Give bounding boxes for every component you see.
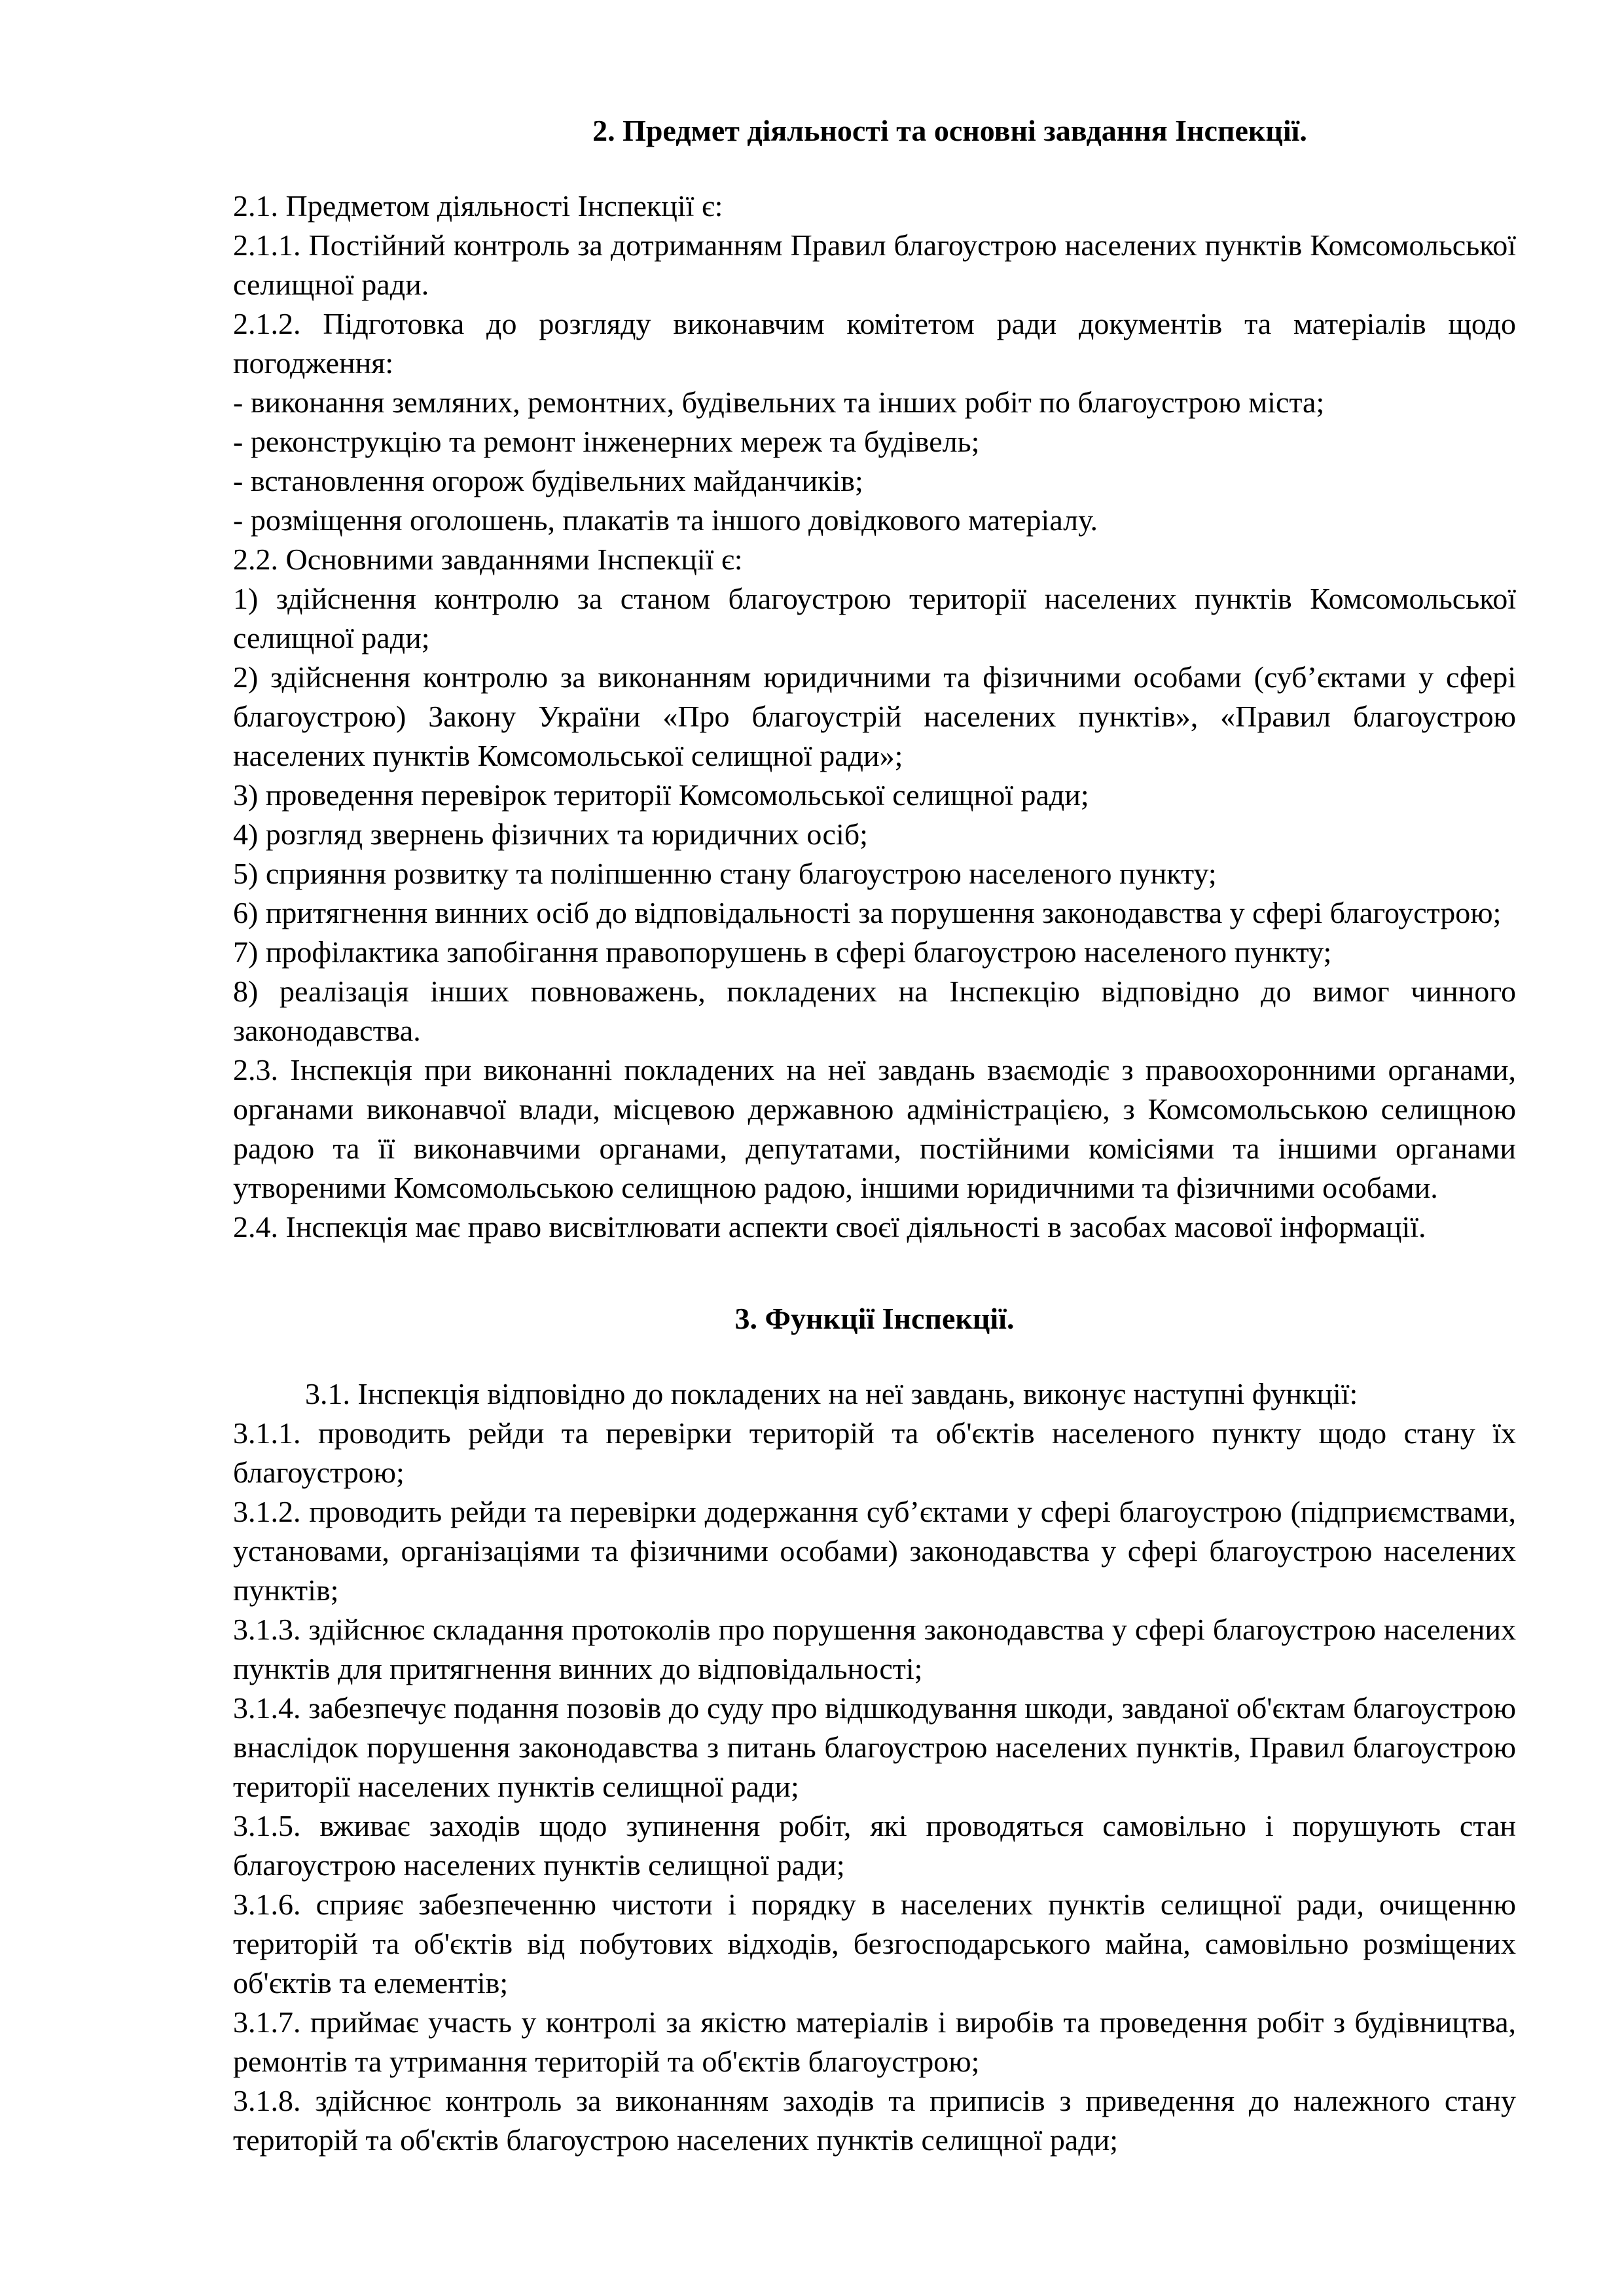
paragraph-3-1-1: 3.1.1. проводить рейди та перевірки територій та об'єктів населеного пункту щодо стану їх благоустрою; — [233, 1416, 1516, 1489]
section-3-heading: 3. Функції Інспекції. — [734, 1302, 1015, 1335]
paragraph-3-1-7: 3.1.7. приймає участь у контролі за якістю матеріалів і виробів та проведення робіт з будівництва, ремонтів та утримання територій та об'єктів благоустрою; — [233, 2005, 1516, 2078]
list-item: 3) проведення перевірок території Комсомольської селищної ради; — [233, 778, 1089, 812]
paragraph-3-1-8: 3.1.8. здійснює контроль за виконанням заходів та приписів з приведення до належного стану територій та об'єктів благоустрою населених пунктів селищної ради; — [233, 2084, 1516, 2157]
list-item: 6) притягнення винних осіб до відповідальності за порушення законодавства у сфері благоустрою; — [233, 896, 1502, 929]
list-item: 8) реалізація інших повноважень, покладених на Інспекцію відповідно до вимог чинного законодавства. — [233, 975, 1516, 1047]
list-item: - реконструкцію та ремонт інженерних мереж та будівель; — [233, 425, 980, 458]
list-item: 7) профілактика запобігання правопорушень в сфері благоустрою населеного пункту; — [233, 935, 1332, 969]
list-item: 2) здійснення контролю за виконанням юридичними та фізичними особами (суб’єктами у сфері благоустрою) Закону України «Про благоустрій населених пунктів», «Правил благоустрою населених пунктів Комсомольської селищної ради»; — [233, 660, 1516, 772]
section-2-heading: 2. Предмет діяльності та основні завдання Інспекції. — [592, 114, 1307, 147]
paragraph-2-1-1: 2.1.1. Постійний контроль за дотриманням Правил благоустрою населених пунктів Комсомольської селищної ради. — [233, 228, 1516, 301]
paragraph-3-1-5: 3.1.5. вживає заходів щодо зупинення робіт, які проводяться самовільно і порушують стан благоустрою населених пунктів селищної ради; — [233, 1809, 1516, 1882]
list-item: 4) розгляд звернень фізичних та юридичних осіб; — [233, 817, 868, 851]
paragraph-2-4: 2.4. Інспекція має право висвітлювати аспекти своєї діяльності в засобах масової інформації. — [233, 1210, 1426, 1244]
list-item: - встановлення огорож будівельних майданчиків; — [233, 464, 863, 497]
list-item: 1) здійснення контролю за станом благоустрою території населених пунктів Комсомольської селищної ради; — [233, 582, 1516, 655]
paragraph-3-1-2: 3.1.2. проводить рейди та перевірки додержання суб’єктами у сфері благоустрою (підприємствами, установами, організаціями та фізичними особами) законодавства у сфері благоустрою населених пунктів; — [233, 1495, 1516, 1607]
paragraph-2-2: 2.2. Основними завданнями Інспекції є: — [233, 543, 743, 576]
paragraph-2-1: 2.1. Предметом діяльності Інспекції є: — [233, 189, 723, 223]
paragraph-3-1-6: 3.1.6. сприяє забезпеченню чистоти і порядку в населених пунктів селищної ради, очищенню територій та об'єктів від побутових відходів, безгосподарського майна, самовільно розміщених об'єктів та елементів; — [233, 1888, 1516, 2000]
paragraph-3-1: 3.1. Інспекція відповідно до покладених на неї завдань, виконує наступні функції: — [305, 1377, 1358, 1410]
list-item: 5) сприяння розвитку та поліпшенню стану благоустрою населеного пункту; — [233, 857, 1217, 890]
paragraph-3-1-3: 3.1.3. здійснює складання протоколів про порушення законодавства у сфері благоустрою населених пунктів для притягнення винних до відповідальності; — [233, 1613, 1516, 1685]
spacer — [233, 1247, 1516, 1299]
spacer — [233, 1338, 1516, 1374]
list-item: - розміщення оголошень, плакатів та іншого довідкового матеріалу. — [233, 503, 1098, 537]
list-item: - виконання земляних, ремонтних, будівельних та інших робіт по благоустрою міста; — [233, 386, 1325, 419]
spacer — [233, 151, 1516, 187]
document-body — [233, 111, 1516, 2160]
paragraph-3-1-4: 3.1.4. забезпечує подання позовів до суду про відшкодування шкоди, завданої об'єктам благоустрою внаслідок порушення законодавства з питань благоустрою населених пунктів, Правил благоустрою території населених пунктів селищної ради; — [233, 1691, 1516, 1803]
paragraph-2-1-2: 2.1.2. Підготовка до розгляду виконавчим комітетом ради документів та матеріалів щодо погодження: — [233, 307, 1516, 380]
paragraph-2-3: 2.3. Інспекція при виконанні покладених на неї завдань взаємодіє з правоохоронними органами, органами виконавчої влади, місцевою державною адміністрацією, з Комсомольською селищною радою та її виконавчими органами, депутатами, постійними комісіями та іншими органами утвореними Комсомольською селищною радою, іншими юридичними та фізичними особами. — [233, 1053, 1516, 1204]
